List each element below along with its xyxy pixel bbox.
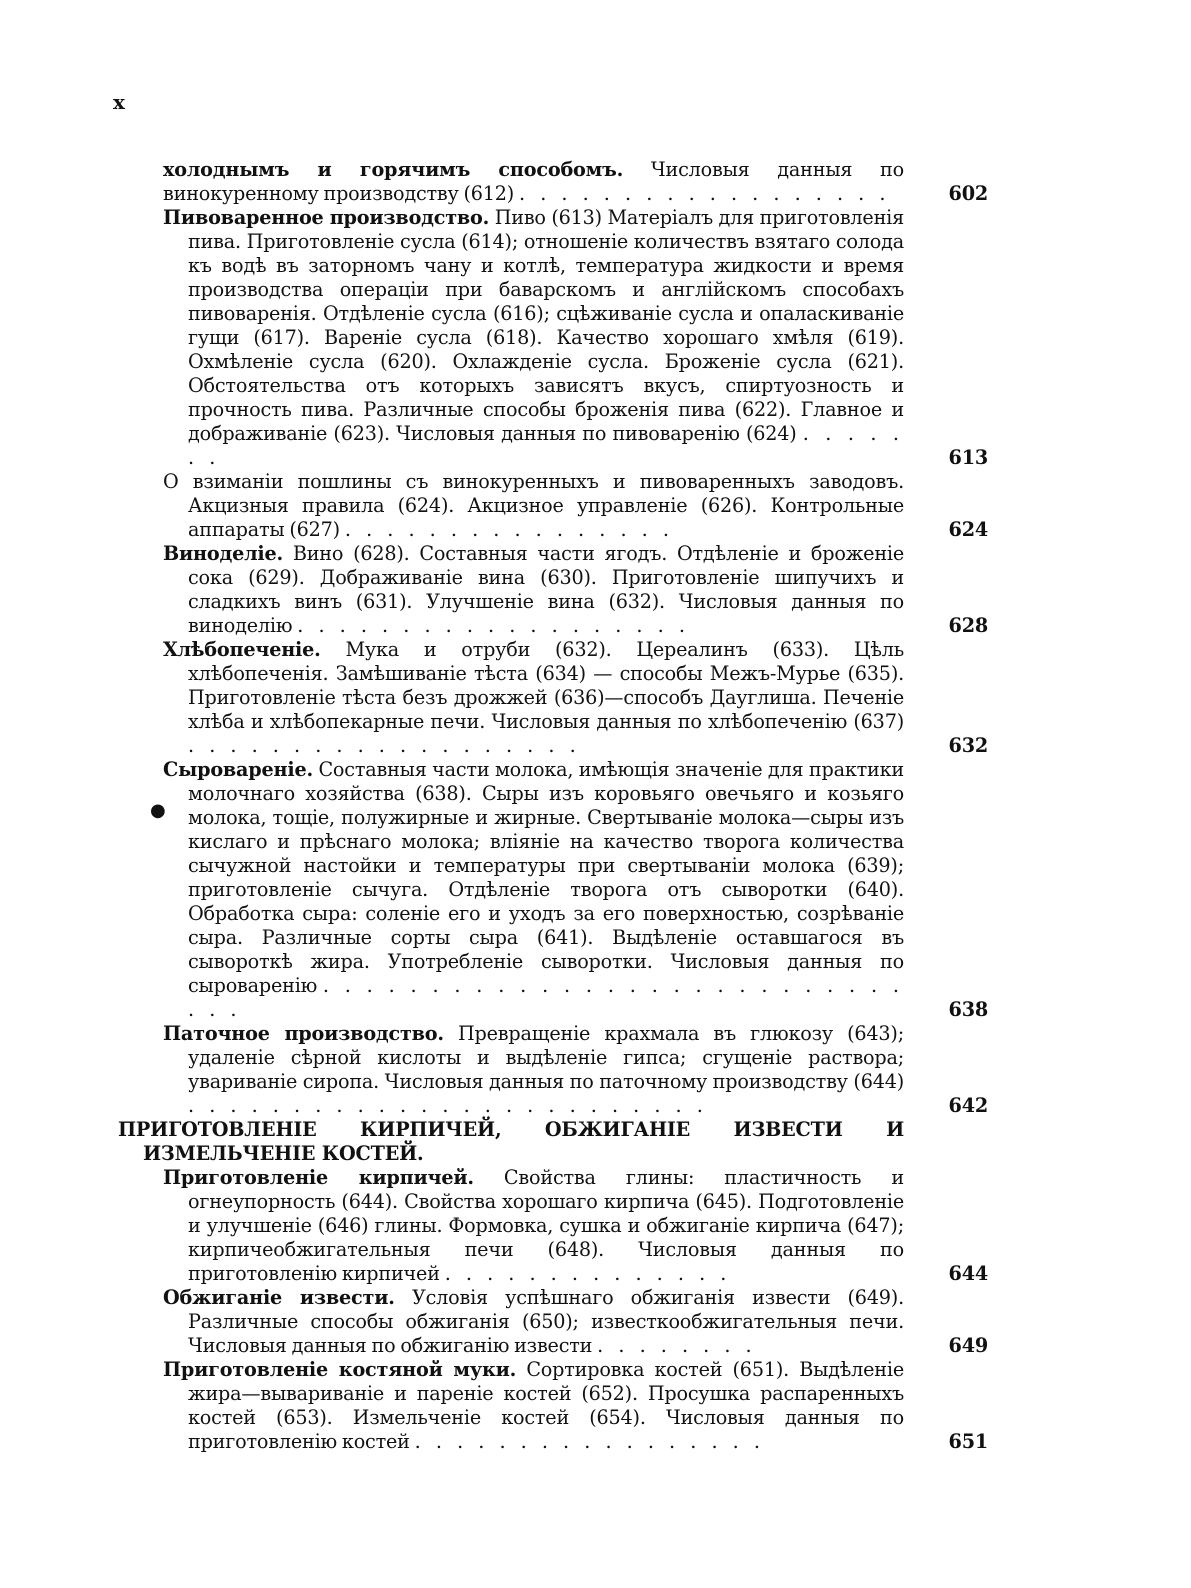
toc-entry <box>118 206 988 470</box>
toc-page-number: 638 <box>948 998 988 1021</box>
toc-leader-dots: . . . . . . . . <box>597 1334 757 1357</box>
toc-leader-dots: . . . . . . . <box>188 422 904 469</box>
toc-page-number: 624 <box>948 518 988 541</box>
toc-entry-text: Условія успѣшнаго обжиганія извести (649). Различные способы обжиганія (650); известкообжигательныя печи. Числовыя данныя по обжиганію извести <box>188 1286 904 1357</box>
toc-entry <box>118 158 988 206</box>
toc-leader-dots: . . . . . . . . . . . . . . <box>444 1262 732 1285</box>
toc-entry-text: Превращеніе крахмала въ глюкозу (643); удаленіе сѣрной кислоты и выдѣленіе гипса; сгущеніе раствора; увариваніе сиропа. Числовыя данныя по паточному производству (644) <box>188 1022 904 1093</box>
toc-entry-heading: холоднымъ и горячимъ способомъ. <box>163 158 624 181</box>
toc-entry <box>118 1358 988 1454</box>
toc-entry-heading: Обжиганіе извести. <box>163 1286 395 1309</box>
toc-entry <box>118 638 988 758</box>
toc-entry-heading: Виноделіе. <box>163 542 283 565</box>
toc-page-number: 651 <box>948 1430 988 1453</box>
ink-speck: ● <box>150 800 166 821</box>
toc-entry-heading: Сыровареніе. <box>163 758 313 781</box>
toc-entry <box>118 758 988 1022</box>
toc-leader-dots: . . . . . . . . . . . . . . . . . . . . . . . . . . . . . . <box>188 974 904 1021</box>
toc-entry-text: Мука и отруби (632). Цереалинъ (633). Цѣль хлѣбопеченія. Замѣшиваніе тѣста (634) — способы Межъ-Мурье (635). Приготовленіе тѣста безъ дрожжей (636)—способъ Дауглиша. Печеніе хлѣба и хлѣбопекарные печи. Числовыя данныя по хлѣбопеченію (637) <box>188 638 904 733</box>
toc-page-number: 642 <box>948 1094 988 1117</box>
toc-entry-heading: Хлѣбопеченіе. <box>163 638 321 661</box>
toc-leader-dots: . . . . . . . . . . . . . . . . . . . . . . . . . <box>188 1094 708 1117</box>
toc-leader-dots: . . . . . . . . . . . . . . . . . . <box>519 182 891 205</box>
toc-leader-dots: . . . . . . . . . . . . . . . . . . . <box>188 734 581 757</box>
page-number: x <box>113 90 125 114</box>
toc-leader-dots: . . . . . . . . . . . . . . . . <box>344 518 674 541</box>
toc-page-number: 632 <box>948 734 988 757</box>
toc-entry <box>118 1166 988 1286</box>
toc-entry-text: Вино (628). Составныя части ягодъ. Отдѣленіе и броженіе сока (629). Дображиваніе вина (630). Приготовленіе шипучихъ и сладкихъ винъ (631). Улучшеніе вина (632). Числовыя данныя по виноделію <box>188 542 904 637</box>
toc-entry-text: Акцизныя правила (624). Акцизное управленіе (626). Контрольные аппараты (627) <box>188 494 904 541</box>
toc-entry-text: Числовыя данныя по винокуренному производству (612) <box>163 158 904 205</box>
toc-entry <box>118 1286 988 1358</box>
toc-leader-dots: . . . . . . . . . . . . . . . . . <box>414 1430 765 1453</box>
toc-page-number: 602 <box>948 182 988 205</box>
toc-entry-heading: О взиманіи пошлины съ винокуренныхъ и пивоваренныхъ заводовъ. <box>163 470 904 493</box>
toc-page-number: 644 <box>948 1262 988 1285</box>
toc-entry-heading: Паточное производство. <box>163 1022 444 1045</box>
toc-page-number: 628 <box>948 614 988 637</box>
toc-entry-text: Пиво (613) Матеріалъ для приготовленія пива. Приготовленіе сусла (614); отношеніе количествъ взятаго солода къ водѣ въ заторномъ чану и котлѣ, температура жидкости и время производства операціи при баварскомъ и англійскомъ способахъ пивоваренія. Отдѣленіе сусла (616); сцѣживаніе сусла и опаласкиваніе гущи (617). Вареніе сусла (618). Качество хорошаго хмѣля (619). Охмѣленіе сусла (620). Охлажденіе сусла. Броженіе сусла (621). Обстоятельства отъ которыхъ зависятъ вкусъ, спиртуозность и прочность пива. Различные способы броженія пива (622). Главное и дображиваніе (623). Числовыя данныя по пивоваренію (624) <box>188 206 905 445</box>
toc-entry-heading: Пивоваренное производство. <box>163 206 490 229</box>
toc-entry <box>118 542 988 638</box>
toc-leader-dots: . . . . . . . . . . . . . . . . . . . <box>297 614 690 637</box>
toc-entry-heading: Приготовленіе кирпичей. <box>163 1166 474 1189</box>
toc-entry-text: Сортировка костей (651). Выдѣленіе жира—вывариваніе и пареніе костей (652). Просушка распаренныхъ костей (653). Измельченіе костей (654). Числовыя данныя по приготовленію костей <box>188 1358 904 1453</box>
toc-entry <box>118 1022 988 1118</box>
toc-entry <box>118 470 988 542</box>
toc-page-number: 649 <box>948 1334 988 1357</box>
toc-entry-heading: Приготовленіе костяной муки. <box>163 1358 517 1381</box>
toc-entry-text: Свойства глины: пластичность и огнеупорность (644). Свойства хорошаго кирпича (645). Подготовленіе и улучшеніе (646) глины. Формовка, сушка и обжиганіе кирпича (647); кирпичеобжигательныя печи (648). Числовыя данныя по приготовленію кирпичей <box>188 1166 904 1285</box>
toc-page-number: 613 <box>948 446 988 469</box>
section-title: ПРИГОТОВЛЕНІЕ КИРПИЧЕЙ, ОБЖИГАНІЕ ИЗВЕСТИ И ИЗМЕЛЬЧЕНІЕ КОСТЕЙ. <box>118 1118 904 1165</box>
toc-entry-text: Составныя части молока, имѣющія значеніе для практики молочнаго хозяйства (638). Сыры изъ коровьяго овечьяго и козьяго молока, тощіе, полужирные и жирные. Свертываніе молока—сыры изъ кислаго и прѣснаго молока; вліяніе на качество творога количества сычужной настойки и температуры при свертываніи молока (639); приготовленіе сычуга. Отдѣленіе творога отъ сыворотки (640). Обработка сыра: соленіе его и уходъ за его поверхностью, созрѣваніе сыра. Различные сорты сыра (641). Выдѣленіе оставшагося въ сывороткѣ жира. Употребленіе сыворотки. Числовыя данныя по сыроваренію <box>188 758 904 997</box>
table-of-contents <box>118 158 988 1454</box>
